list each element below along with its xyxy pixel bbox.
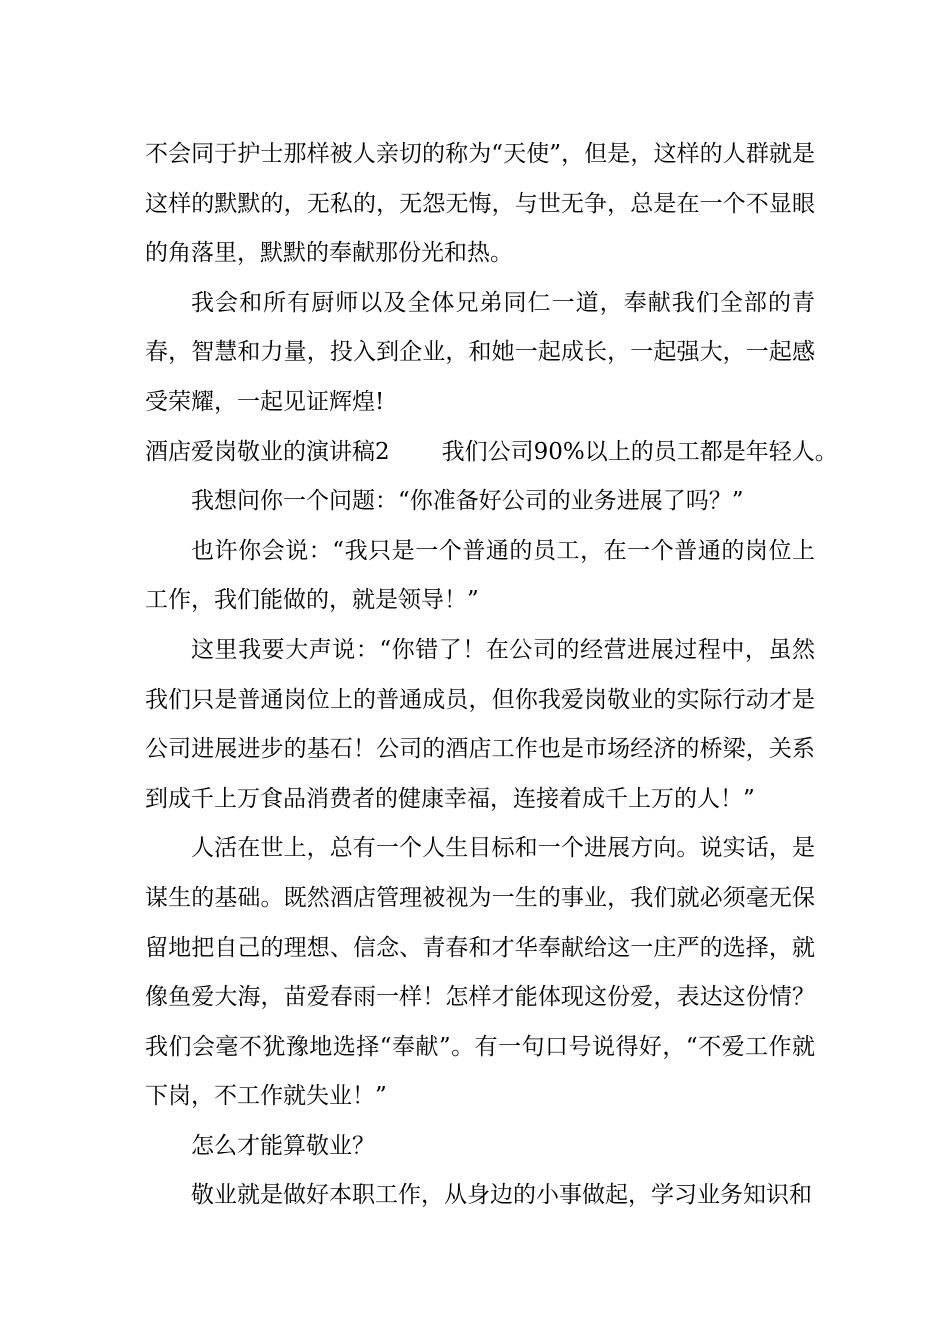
paragraph: 敬业就是做好本职工作，从身边的小事做起，学习业务知识和 [191,1182,812,1209]
paragraph: 怎么才能算敬业？ [191,1132,375,1159]
section-lead-text: 我们公司90%以上的员工都是年轻人。 [441,438,838,465]
paragraph: 也许你会说：“我只是一个普通的员工，在一个普通的岗位上工作，我们能做的，就是领导！” [145,537,815,614]
paragraph: 人活在世上，总有一个人生目标和一个进展方向。说实话，是谋生的基础。既然酒店管理被视为一生的事业，我们就必须毫无保留地把自己的理想、信念、青春和才华奉献给这一庄严的选择，就像鱼爱大海，苗爱春雨一样！怎样才能体现这份爱，表达这份情？我们会毫不犹豫地选择“奉献”。有一句口号说得好，“不爱工作就下岗，不工作就失业！” [145,835,815,1110]
paragraph: 不会同于护士那样被人亲切的称为“天使”，但是，这样的人群就是这样的默默的，无私的，无怨无悔，与世无争，总是在一个不显眼的角落里，默默的奉献那份光和热。 [145,141,815,267]
section-heading-line [145,428,838,478]
section-title: 酒店爱岗敬业的演讲稿2 [145,438,390,465]
paragraph: 我想问你一个问题：“你准备好公司的业务进展了吗？” [191,488,744,515]
document-body [145,130,838,1221]
paragraph: 这里我要大声说：“你错了！在公司的经营进展过程中，虽然我们只是普通岗位上的普通成员，但你我爱岗敬业的实际行动才是公司进展进步的基石！公司的酒店工作也是市场经济的桥梁，关系到成千上万食品消费者的健康幸福，连接着成千上万的人！” [145,636,815,812]
paragraph: 我会和所有厨师以及全体兄弟同仁一道，奉献我们全部的青春，智慧和力量，投入到企业，和她一起成长，一起强大，一起感受荣耀，一起见证辉煌! [145,289,815,415]
